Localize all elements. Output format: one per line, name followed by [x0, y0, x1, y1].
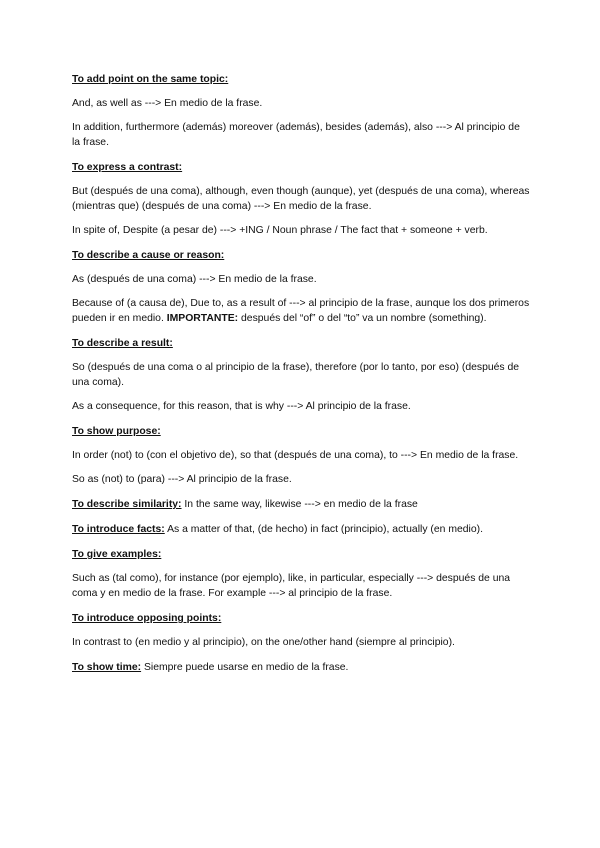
paragraph-opposing: In contrast to (en medio y al principio), on the one/other hand (siempre al principio). [72, 637, 455, 648]
heading-examples: To give examples: [72, 549, 162, 560]
document-page [72, 72, 530, 675]
important-label: IMPORTANTE: [166, 313, 239, 324]
cause-because-note: después del “of” o del “to” va un nombre (something). [238, 313, 487, 324]
facts-text: As a matter of that, (de hecho) in fact (principio), actually (en medio). [164, 524, 483, 535]
paragraph-cause-because [72, 296, 530, 326]
paragraph-time [72, 660, 530, 675]
paragraph-result-consequence: As a consequence, for this reason, that is why ---> Al principio de la frase. [72, 401, 411, 412]
paragraph-purpose-in-order: In order (not) to (con el objetivo de), so that (después de una coma), to ---> En medio de la frase. [72, 450, 519, 461]
heading-same-topic: To add point on the same topic: [72, 74, 229, 85]
paragraph-facts [72, 522, 530, 537]
paragraph-examples: Such as (tal como), for instance (por ejemplo), like, in particular, especially ---> después de una coma y en medio de la frase. For example ---> al principio de la frase. [72, 573, 511, 599]
heading-opposing: To introduce opposing points: [72, 613, 222, 624]
heading-cause: To describe a cause or reason: [72, 250, 225, 261]
paragraph-contrast-despite: In spite of, Despite (a pesar de) ---> +ING / Noun phrase / The fact that + someone + verb. [72, 225, 488, 236]
heading-purpose: To show purpose: [72, 426, 161, 437]
paragraph-similarity [72, 497, 530, 512]
similarity-text: In the same way, likewise ---> en medio de la frase [181, 499, 418, 510]
time-text: Siempre puede usarse en medio de la frase. [141, 662, 349, 673]
heading-result: To describe a result: [72, 338, 173, 349]
paragraph-purpose-so-as: So as (not) to (para) ---> Al principio de la frase. [72, 474, 292, 485]
cause-because-text: Because of (a causa de), Due to, as a result of ---> al principio de la frase, aunque los dos primeros pueden ir en medio. [72, 298, 530, 324]
paragraph-same-topic-start: In addition, furthermore (además) moreover (además), besides (además), also ---> Al principio de la frase. [72, 122, 520, 148]
heading-contrast: To express a contrast: [72, 162, 183, 173]
paragraph-cause-as: As (después de una coma) ---> En medio de la frase. [72, 274, 317, 285]
heading-facts: To introduce facts: [72, 524, 165, 535]
heading-similarity: To describe similarity: [72, 499, 182, 510]
paragraph-contrast-middle: But (después de una coma), although, even though (aunque), yet (después de una coma), whereas (mientras que) (después de una coma) ---> En medio de la frase. [72, 186, 530, 212]
paragraph-result-so: So (después de una coma o al principio de la frase), therefore (por lo tanto, por eso) (después de una coma). [72, 362, 520, 388]
paragraph-same-topic-middle: And, as well as ---> En medio de la frase. [72, 98, 263, 109]
heading-time: To show time: [72, 662, 142, 673]
